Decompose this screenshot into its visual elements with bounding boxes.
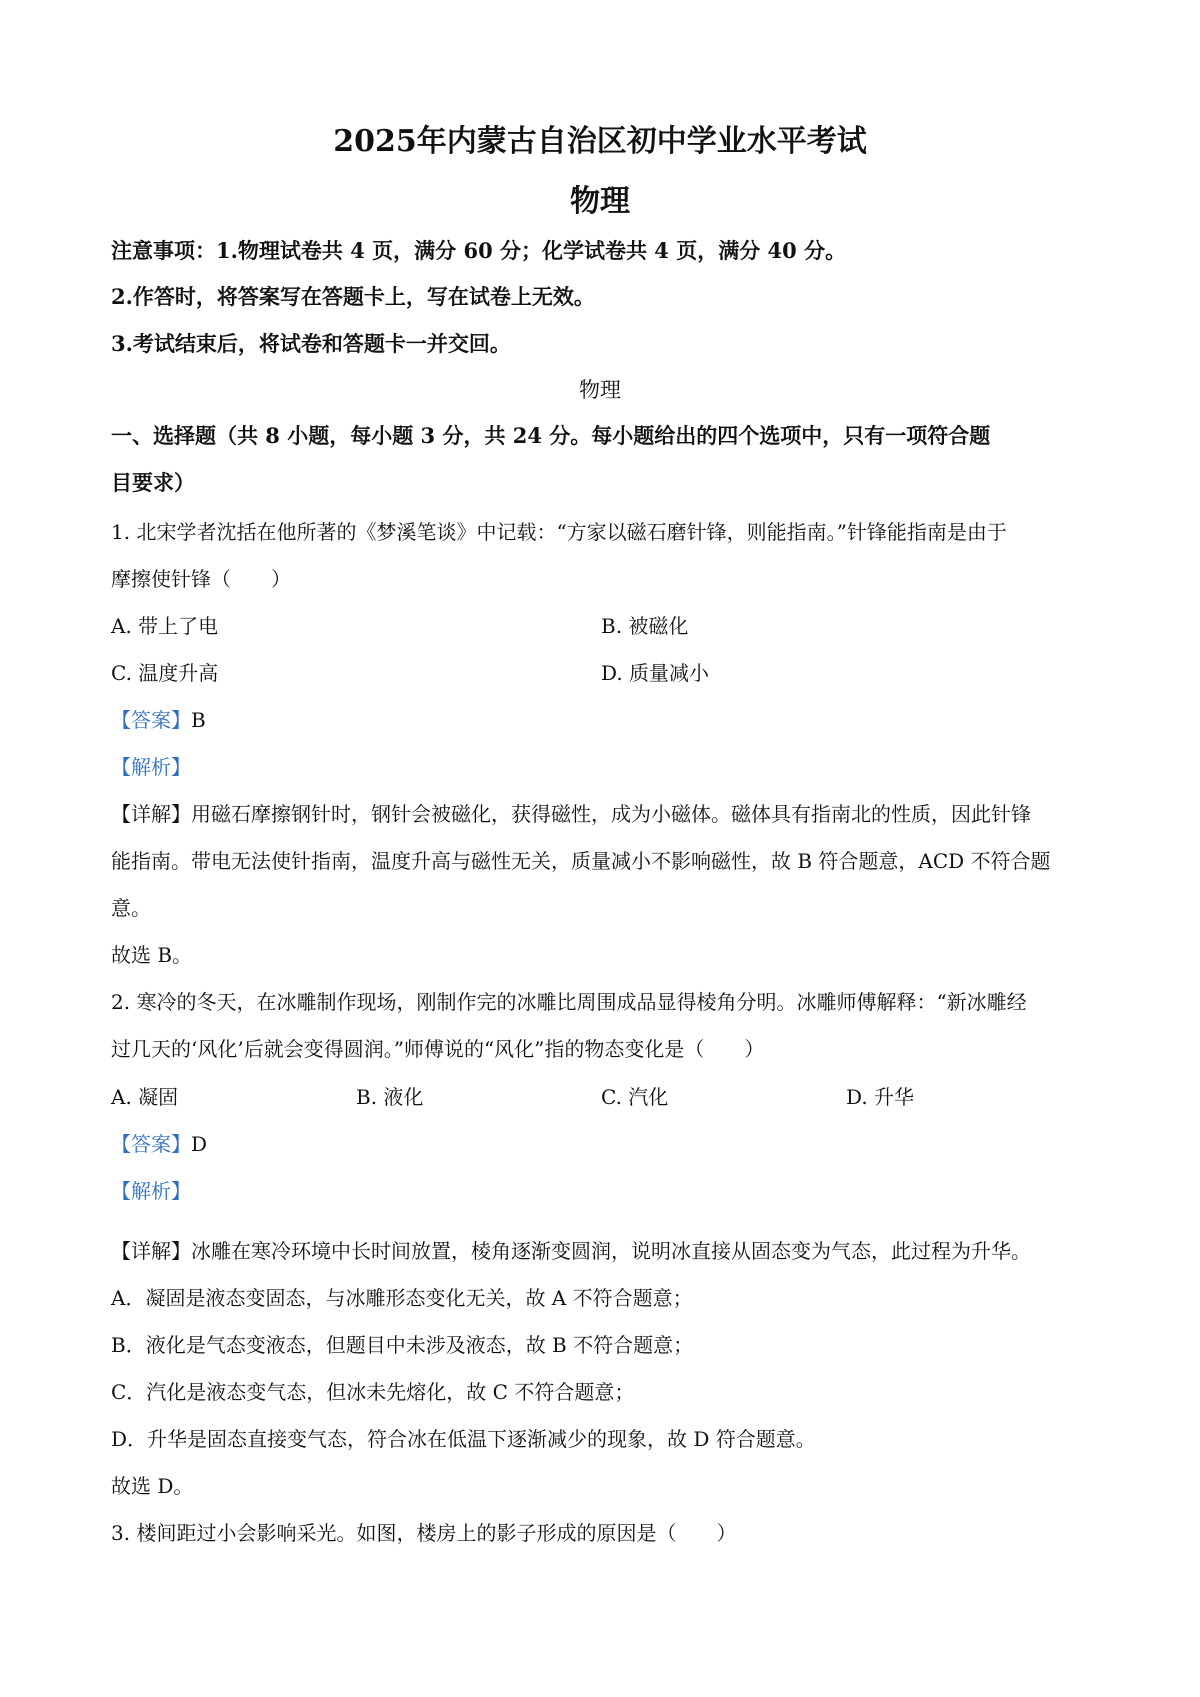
q2-option-d: D. 升华 bbox=[846, 1085, 915, 1109]
section-heading-line-1: 一、选择题（共 8 小题，每小题 3 分，共 24 分。每小题给出的四个选项中，只有一项符合题 bbox=[111, 423, 991, 448]
q2-option-a: A. 凝固 bbox=[111, 1085, 179, 1109]
notice-line-3: 3.考试结束后，将试卷和答题卡一并交回。 bbox=[111, 331, 511, 356]
q2-analysis-tag: 【解析】 bbox=[111, 1179, 191, 1203]
q2-detail-line-1: 【详解】冰雕在寒冷环境中长时间放置，棱角逐渐变圆润，说明冰直接从固态变为气态，此过程为升华。 bbox=[111, 1239, 1031, 1263]
q1-option-d: D. 质量减小 bbox=[601, 661, 710, 685]
q1-option-b: B. 被磁化 bbox=[601, 614, 689, 638]
q2-stem-line-1: 2. 寒冷的冬天，在冰雕制作现场，刚制作完的冰雕比周围成品显得棱角分明。冰雕师傅解释：“新冰雕经 bbox=[111, 990, 1027, 1014]
q2-option-c: C. 汽化 bbox=[601, 1085, 669, 1109]
notice-line-2: 2.作答时，将答案写在答题卡上，写在试卷上无效。 bbox=[111, 284, 595, 309]
q1-option-c: C. 温度升高 bbox=[111, 661, 219, 685]
q1-detail-line-2: 能指南。带电无法使针指南，温度升高与磁性无关，质量减小不影响磁性，故 B 符合题意，ACD 不符合题 bbox=[111, 849, 1051, 873]
notice-line-1: 注意事项：1.物理试卷共 4 页，满分 60 分；化学试卷共 4 页，满分 40 分。 bbox=[111, 238, 847, 263]
q2-detail-a: A．凝固是液态变固态，与冰雕形态变化无关，故 A 不符合题意； bbox=[111, 1286, 693, 1310]
answer-value: D bbox=[191, 1132, 208, 1156]
answer-tag: 【答案】 bbox=[111, 1132, 191, 1156]
q2-detail-b: B．液化是气态变液态，但题目中未涉及液态，故 B 不符合题意； bbox=[111, 1333, 694, 1357]
section-subject-heading: 物理 bbox=[579, 378, 621, 402]
q2-detail-d: D．升华是固态直接变气态，符合冰在低温下逐渐减少的现象，故 D 符合题意。 bbox=[111, 1427, 816, 1451]
q1-stem-line-2: 摩擦使针锋（ ） bbox=[111, 567, 291, 591]
q2-answer bbox=[111, 1130, 207, 1158]
q1-stem-line-1: 1. 北宋学者沈括在他所著的《梦溪笔谈》中记载：“方家以磁石磨针锋，则能指南。”针锋能指南是由于 bbox=[111, 520, 1007, 544]
q2-conclusion: 故选 D。 bbox=[111, 1474, 194, 1498]
q1-detail-line-1: 【详解】用磁石摩擦钢针时，钢针会被磁化，获得磁性，成为小磁体。磁体具有指南北的性质，因此针锋 bbox=[111, 802, 1031, 826]
q2-option-b: B. 液化 bbox=[356, 1085, 424, 1109]
q3-stem-line-1: 3. 楼间距过小会影响采光。如图，楼房上的影子形成的原因是（ ） bbox=[111, 1521, 737, 1545]
answer-value: B bbox=[191, 708, 206, 732]
q1-analysis-tag: 【解析】 bbox=[111, 755, 191, 779]
q1-detail-line-3: 意。 bbox=[111, 896, 151, 920]
exam-title: 2025年内蒙古自治区初中学业水平考试 bbox=[333, 124, 867, 159]
section-heading-line-2: 目要求） bbox=[111, 470, 195, 495]
q2-stem-line-2: 过几天的‘风化’后就会变得圆润。”师傅说的“风化”指的物态变化是（ ） bbox=[111, 1037, 765, 1061]
q1-answer bbox=[111, 706, 206, 734]
q1-option-a: A. 带上了电 bbox=[111, 614, 219, 638]
q1-conclusion: 故选 B。 bbox=[111, 943, 193, 967]
q2-detail-c: C．汽化是液态变气态，但冰未先熔化，故 C 不符合题意； bbox=[111, 1380, 635, 1404]
answer-tag: 【答案】 bbox=[111, 708, 191, 732]
exam-subject: 物理 bbox=[570, 184, 630, 219]
